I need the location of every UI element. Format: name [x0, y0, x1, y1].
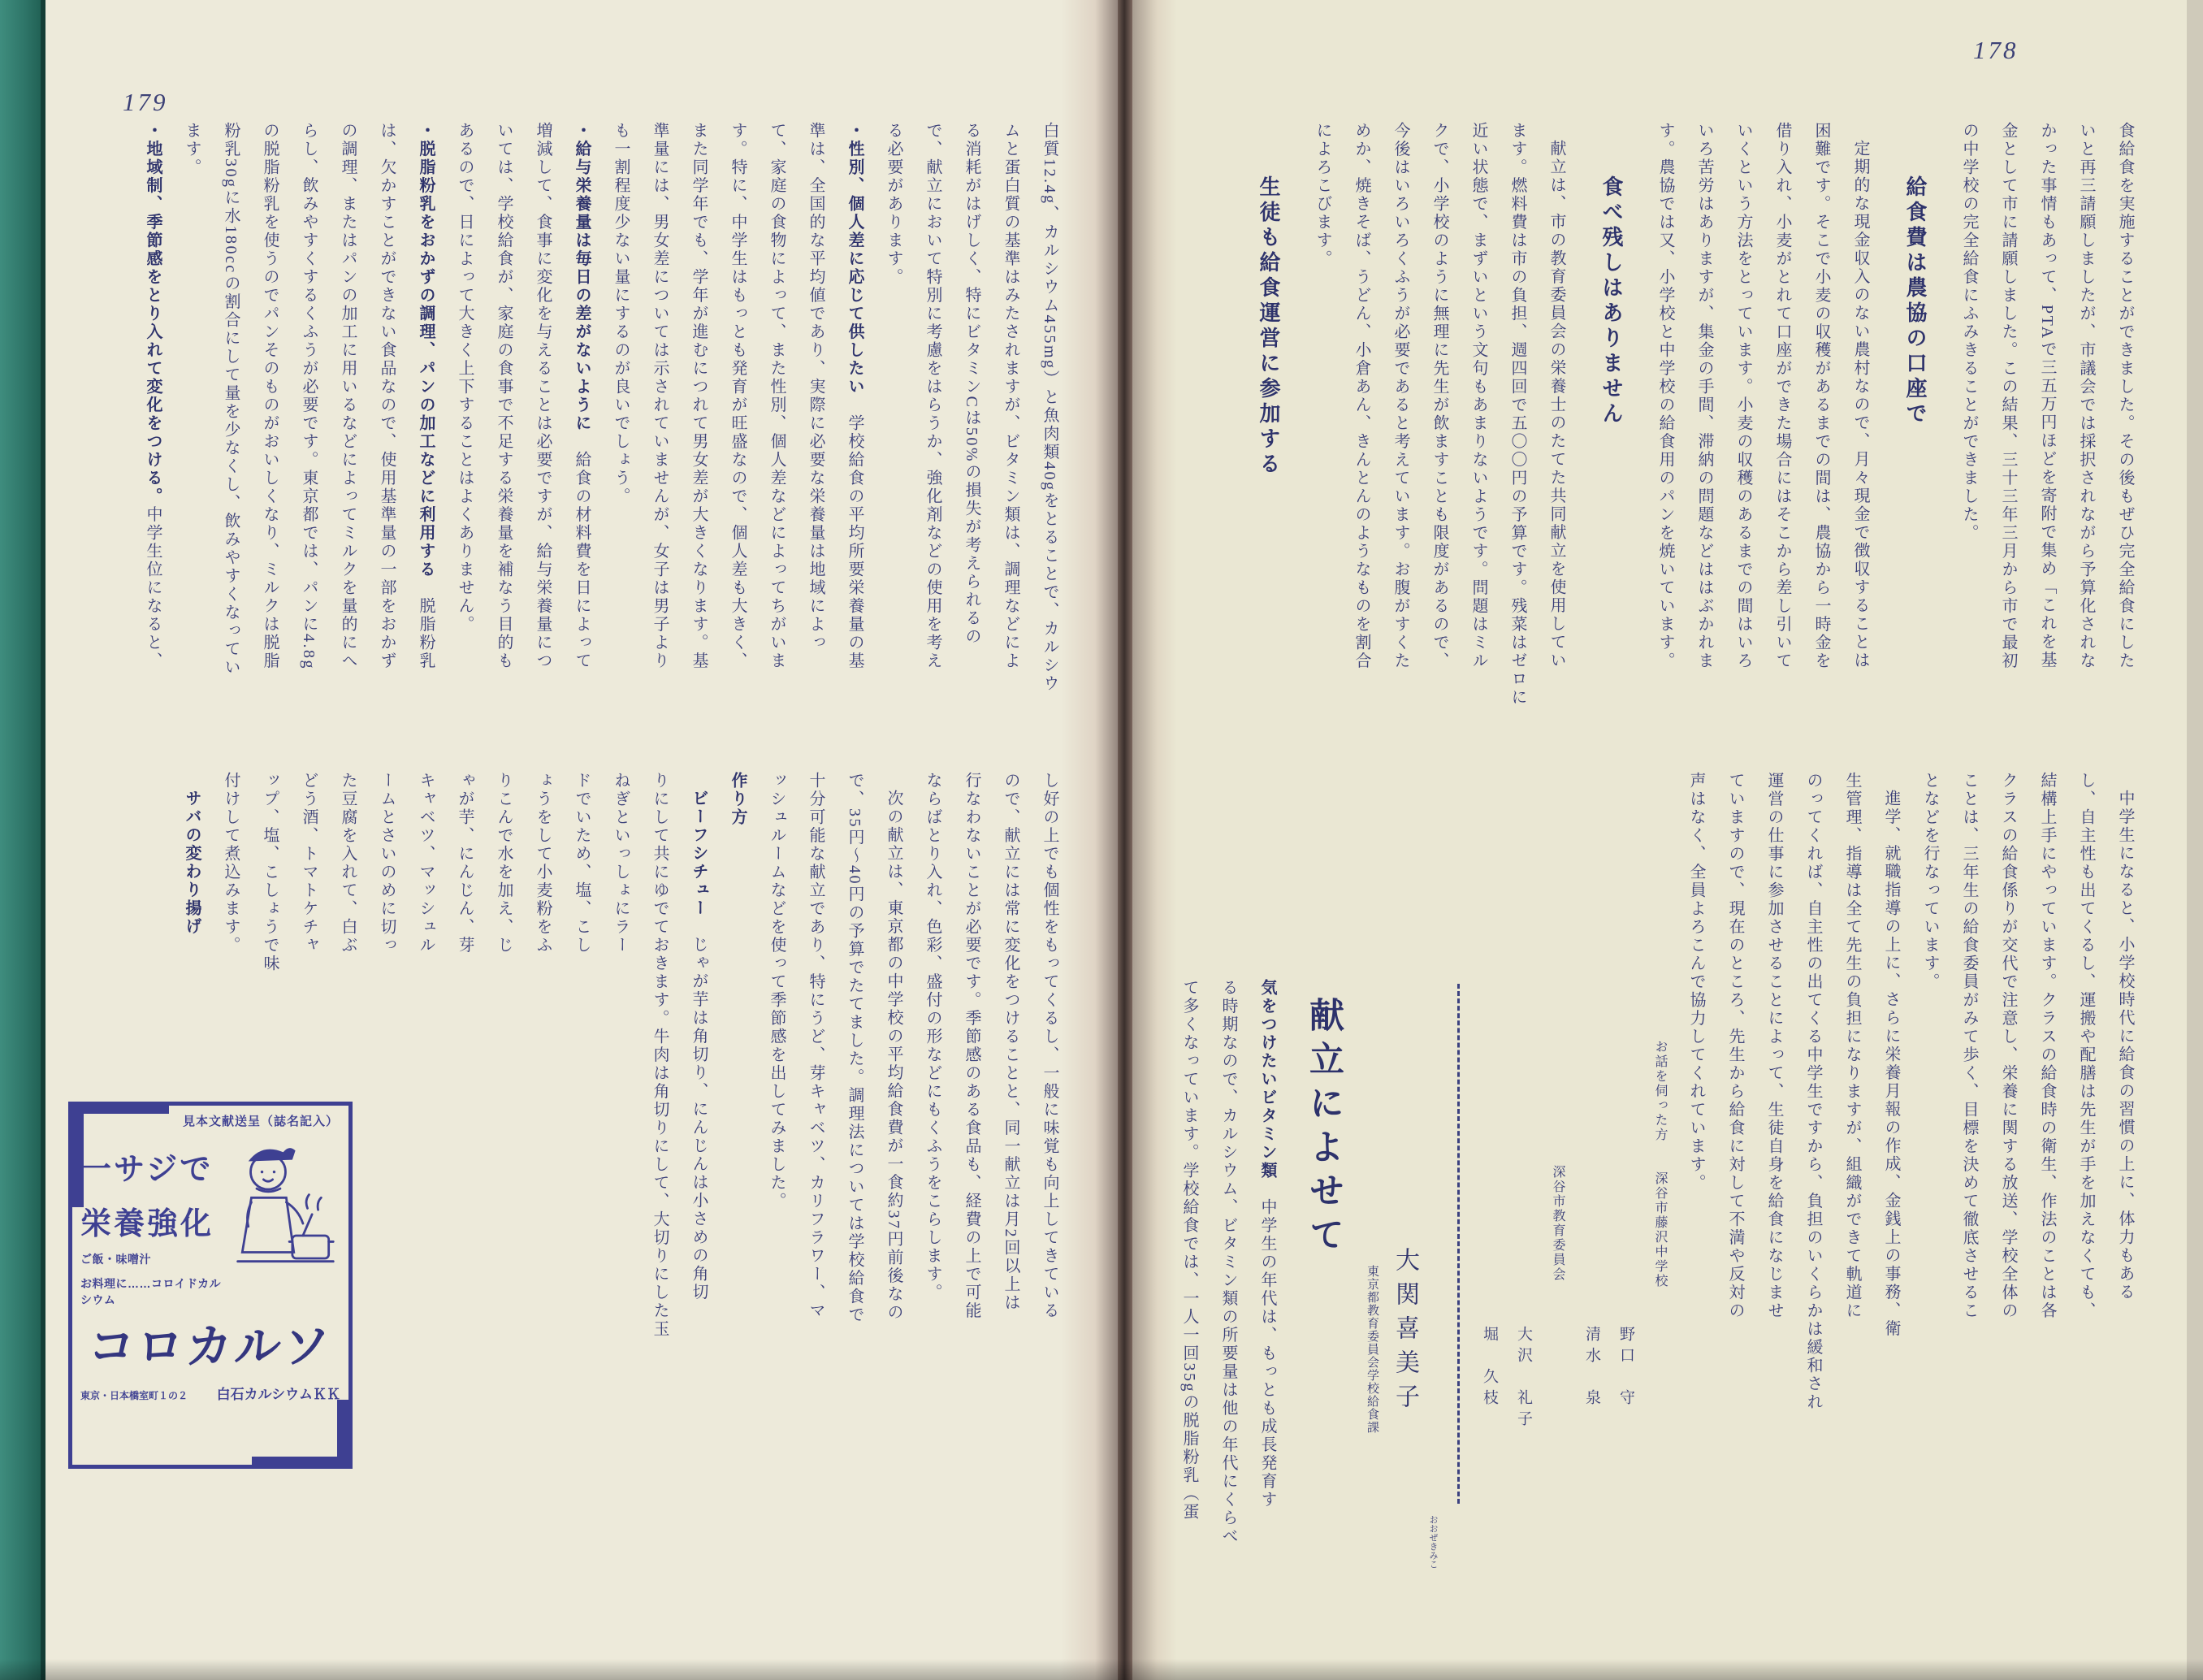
ad-usage-line1: ご飯・味噌汁 — [80, 1253, 151, 1266]
text-column: あるので、日によって大きく上下することはよくありません。 — [456, 122, 474, 634]
text-column: 定期的な現金収入のない農村なので、月々現金で徴収することは — [1851, 140, 1869, 670]
right-page-top-text-block — [1233, 122, 2145, 707]
text-column: も一割程度少ない量にするのが良いでしょう。 — [612, 122, 630, 506]
text-column: 行なわないことが必要です。季節感のある食品も、経費の上で可能 — [963, 772, 980, 1320]
text-column: る消耗がはげしく、特にビタミンCは50%の損失が考えられるの — [963, 122, 980, 646]
text-column: ームとさいのめに切っ — [378, 772, 396, 955]
text-column: し、自主性も出てくるし、運搬や配膳は先生が手を加えなくても、 — [2077, 772, 2095, 1320]
text-column: サバの変わり揚げ — [183, 790, 201, 936]
text-column: は、欠かすことができない食品なので、使用基準量の一部をおかず — [378, 122, 396, 670]
text-column: 準量には、男女差については示されていませんが、女子は男子より — [651, 122, 669, 670]
text-column: いと再三請願しましたが、市議会では採択されながら予算化されな — [2077, 122, 2095, 670]
text-column: 今後はいろいろくふうが必要であると考えています。お腹がすくた — [1391, 122, 1409, 670]
ad-sample-offer-text: 見本文献送呈（誌名記入） — [182, 1115, 339, 1128]
text-column: お話を伺った方 深谷市藤沢中学校 — [1653, 1040, 1667, 1288]
text-column: ねぎといっしょにラー — [612, 772, 630, 955]
text-column: 次の献立は、東京都の中学校の平均給食費が一食約37円前後なの — [885, 790, 902, 1322]
text-column: 堀 久枝 — [1481, 1326, 1498, 1410]
text-column: ます。燃料費は市の負担、週四回で五〇〇円の予算です。残菜はゼロに — [1508, 122, 1526, 707]
heading-column: 給食費は農協の口座で — [1903, 175, 1927, 427]
text-column: 気をつけたいビタミン類 中学生の年代は、もっとも成長発育す — [1258, 979, 1276, 1509]
text-column: 清水 泉 — [1583, 1326, 1600, 1410]
text-column: 生管理、指導は全て先生の負担になりますが、組織ができて軌道に — [1843, 772, 1861, 1320]
text-column: かった事情もあって、PTAで三五万円ほどを寄附で集め「これを基 — [2038, 122, 2056, 669]
book-spine-edge — [0, 0, 45, 1680]
dashed-divider-rule — [1457, 984, 1460, 1504]
text-column: どう酒、トマトケチャ — [300, 772, 318, 955]
heading-column: 食べ残しはありません — [1599, 175, 1623, 427]
text-column: ならばとり入れ、色彩、盛付の形などにもくふうをこらします。 — [924, 772, 941, 1302]
text-column: ・給与栄養量は毎日の差がないように 給食の材料費を日によって — [573, 122, 591, 670]
text-column: る必要があります。 — [885, 122, 902, 287]
text-column: いては、学校給食が、家庭の食事で不足する栄養量を補なう目的も — [495, 122, 513, 670]
kondate-article-block — [1170, 979, 1476, 1569]
page-number-left: 179 — [123, 88, 168, 116]
cooking-woman-illustration — [223, 1137, 336, 1288]
text-column: いくという方法をとっています。小麦の収穫のあるまでの間はいろ — [1734, 122, 1752, 670]
heading-column: 生徒も給食運営に参加する — [1257, 175, 1280, 478]
text-column: の調理、またはパンの加工に用いるなどによってミルクを量的にへ — [339, 122, 357, 670]
text-column: おおぜきみこ — [1428, 1515, 1438, 1569]
text-column: ビーフシチュー じゃが芋は角切り、にんじんは小さめの角切 — [690, 790, 708, 1301]
heading-column: 献立によせて — [1305, 997, 1343, 1260]
ad-address: 東京・日本橋室町１の２ — [80, 1390, 188, 1401]
text-column: めか、焼きそば、うどん、小倉あん、きんとんのようなものを割合 — [1353, 122, 1370, 670]
page-gutter-shadow — [1118, 0, 1132, 1680]
text-column: る時期なので、カルシウム、ビタミン類の所要量は他の年代にくらべ — [1219, 979, 1237, 1546]
text-column: 困難です。そこで小麦の収穫があるまでの間は、農協から一時金を — [1812, 122, 1830, 670]
page-178 — [1132, 0, 2187, 1680]
text-column: ます。 — [183, 122, 201, 177]
left-page-top-text-block — [133, 122, 1069, 694]
text-column: で、献立において特別に考慮をはらうか、強化剤などの使用を考え — [924, 122, 941, 670]
text-column: ていますので、現在のところ、先生から給食に対して不満や反対の — [1726, 772, 1744, 1320]
text-column: 借り入れ、小麦がとれて口座ができた場合にはそこから差し引いて — [1773, 122, 1791, 670]
text-column: クラスの給食係りが交代で注意し、栄養に関する放送、学校全体の — [1999, 772, 2017, 1320]
text-column: す。特に、中学生はもっとも発育が旺盛なので、個人差も大きく、 — [729, 122, 747, 670]
text-column: 東京都教育委員会学校給食課 — [1366, 1265, 1378, 1434]
text-column: 十分可能な献立であり、特にうど、芽キャベツ、カリフラワー、マ — [807, 772, 825, 1320]
text-column: また同学年でも、学年が進むにつれて男女差が大きくなります。基 — [690, 122, 708, 670]
text-column: 食給食を実施することができました。その後もぜひ完全給食にした — [2116, 122, 2134, 670]
text-column: す。農協では又、小学校と中学校の給食用のパンを焼いています。 — [1656, 122, 1674, 670]
text-column: によろこびます。 — [1314, 122, 1331, 268]
ad-company-name: 白石カルシウムＫＫ — [216, 1387, 340, 1402]
ad-frame-corner-bottomright — [252, 1400, 353, 1469]
text-column: ゃが芋、にんじん、芽 — [456, 772, 474, 955]
text-column: の中学校の完全給食にふみきることができました。 — [1960, 122, 1978, 543]
text-column: た豆腐を入れて、白ぶ — [339, 772, 357, 955]
text-column: ので、献立には常に変化をつけることと、同一献立は月2回以上は — [1002, 772, 1019, 1312]
text-column: 大沢 礼子 — [1515, 1326, 1532, 1431]
text-column: 献立は、市の教育委員会の栄養士のたてた共同献立を使用してい — [1547, 140, 1565, 670]
text-column: 準は、全国的な平均値であり、実際に必要な栄養量は地域によっ — [807, 122, 825, 652]
text-column: 深谷市教育委員会 — [1551, 1165, 1565, 1282]
text-column: 金として市に請願しました。この結果、三十三年三月から市で最初 — [1999, 122, 2017, 670]
text-column: ・地域制、季節感をとり入れて変化をつける。中学生位になると、 — [144, 122, 162, 670]
text-column: ップ、塩、こしょうで味 — [261, 772, 279, 973]
text-column: キャベツ、マッシュル — [417, 772, 435, 955]
ad-frame-corner-topleft — [68, 1102, 169, 1207]
text-column: て多くなっています。学校給食では、一人一回35gの脱脂粉乳（蛋 — [1180, 979, 1198, 1522]
text-column: 白質12.4g、カルシウム455mg）と魚肉類40gをとることで、カルシウ — [1041, 122, 1058, 694]
text-column: ・脱脂粉乳をおかずの調理、パンの加工などに利用する 脱脂粉乳 — [417, 122, 435, 670]
text-column: りにして共にゆでておきます。牛肉は角切りにして、大切りにした玉 — [651, 772, 669, 1339]
photo-bottom-shadow — [0, 1659, 2203, 1680]
text-column: 進学、就職指導の上に、さらに栄養月報の作成、金銭上の事務、衛 — [1882, 790, 1900, 1338]
text-column: ・性別、個人差に応じて供したい 学校給食の平均所要栄養量の基 — [846, 122, 863, 670]
text-column: いろ苦労はありますが、集金の手間、滞納の問題などははぶかれま — [1695, 122, 1713, 670]
text-column: 野口 守 — [1617, 1326, 1634, 1410]
colocalso-ad — [68, 1102, 353, 1469]
text-column: クで、小学校のように無理に先生が飲ますことも限度があるので、 — [1430, 122, 1448, 670]
text-column: 近い状態で、まずいという文句もあまりないようです。問題はミル — [1469, 122, 1487, 670]
text-column: ムと蛋白質の基準はみたされますが、ビタミン類は、調理などによ — [1002, 122, 1019, 670]
text-column: 大関喜美子 — [1391, 1247, 1418, 1418]
text-column: て、家庭の食物によって、また性別、個人差などによってちがいま — [768, 122, 786, 670]
text-column: ドでいため、塩、こし — [573, 772, 591, 955]
ad-catchphrase-line2: 栄養強化 — [80, 1207, 214, 1241]
text-column: 運営の仕事に参加させることによって、生徒自身を給食になじませ — [1765, 772, 1783, 1320]
page-179 — [45, 0, 1118, 1680]
text-column: 付けして煮込みます。 — [222, 772, 240, 955]
text-column: 声はなく、全員よろこんで協力してくれています。 — [1687, 772, 1705, 1193]
ad-brand-logo: コロカルソ — [86, 1321, 334, 1373]
text-column: りこんで水を加え、じ — [495, 772, 513, 955]
text-column: 結構上手にやっています。クラスの給食時の衛生、作法のことは各 — [2038, 772, 2056, 1320]
text-column: のってくれば、自主性の出てくる中学生ですから、負担のいくらかは緩和され — [1804, 772, 1822, 1412]
text-column: 中学生になると、小学校時代に給食の習慣の上に、体力もある — [2116, 790, 2134, 1301]
page-number-right: 178 — [1973, 36, 2019, 64]
ad-usage-line2: お料理に……コロイドカルシウム — [80, 1277, 222, 1306]
text-column: ッシュルームなどを使って季節感を出してみました。 — [768, 772, 786, 1210]
text-column: となどを行なっています。 — [1921, 772, 1939, 991]
ad-catchphrase-line1: 一サジで — [80, 1153, 214, 1187]
text-column: らし、飲みやすくするくふうが必要です。東京都では、パンに4.8g — [300, 122, 318, 670]
text-column: 増減して、食事に変化を与えることは必要ですが、給与栄養量につ — [534, 122, 552, 670]
heading-column: 作り方 — [729, 772, 747, 827]
text-column: 粉乳30gに水180ccの割合にして量を少なくし、飲みやすくなってい — [222, 122, 240, 677]
text-column: し好の上でも個性をもってくるし、一般に味覚も向上してきている — [1041, 772, 1058, 1320]
text-column: で、35円～40円の予算でたてました。調理法については学校給食で — [846, 772, 863, 1324]
text-column: ことは、三年生の給食委員がみて歩く、目標を決めて徹底させるこ — [1960, 772, 1978, 1320]
text-column: ょうをして小麦粉をふ — [534, 772, 552, 955]
right-page-bottom-text-block — [1472, 772, 2145, 1470]
text-column: の脱脂粉乳を使うのでパンそのものがおいしくなり、ミルクは脱脂 — [261, 122, 279, 670]
